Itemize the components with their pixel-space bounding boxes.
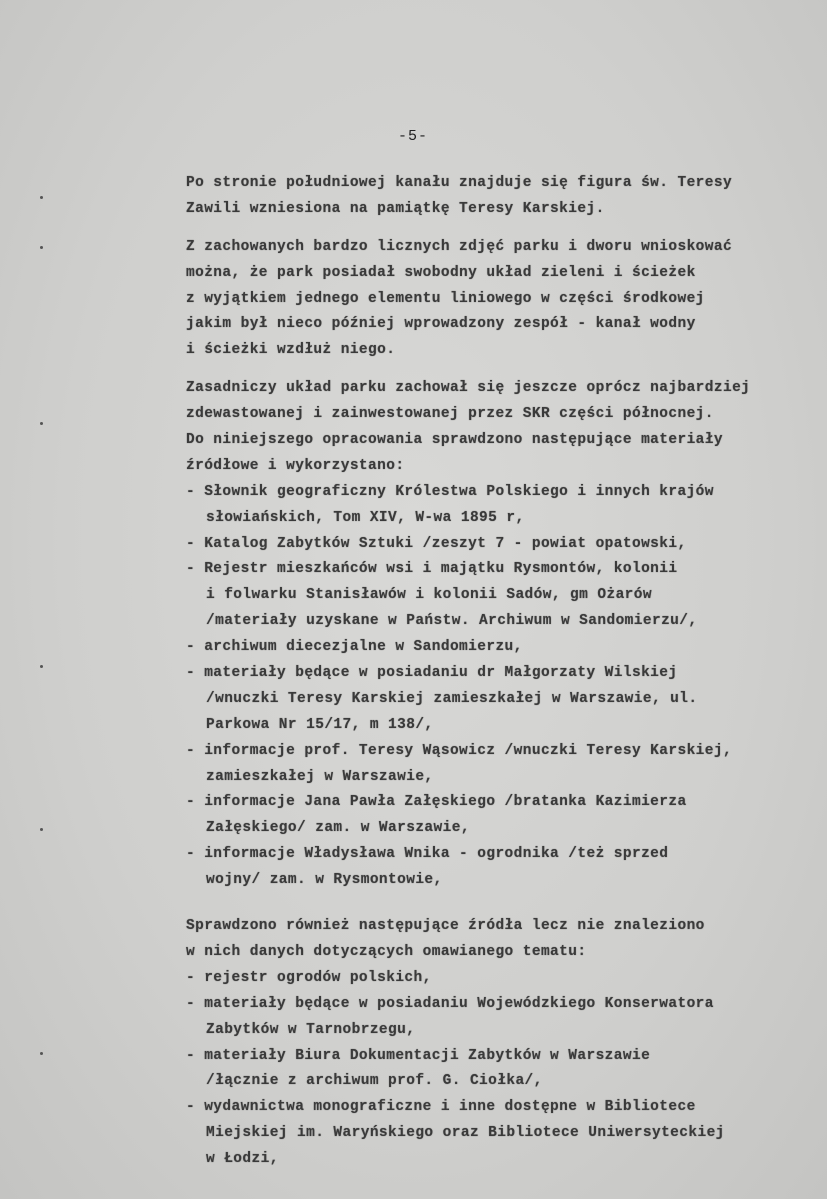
list-item bbox=[186, 1044, 816, 1096]
text-line: z wyjątkiem jednego elementu liniowego w części środkowej bbox=[186, 290, 705, 307]
text-line: - informacje prof. Teresy Wąsowicz /wnuczki Teresy Karskiej, bbox=[186, 742, 733, 759]
text-line: - wydawnictwa monograficzne i inne dostępne w Bibliotece bbox=[186, 1099, 696, 1116]
text-line: Zasadniczy układ parku zachował się jeszcze oprócz najbardziej bbox=[186, 380, 751, 397]
list-item bbox=[186, 790, 816, 842]
text-line: - informacje Władysława Wnika - ogrodnika /też sprzed bbox=[186, 846, 669, 863]
text-line: /łącznie z archiwum prof. G. Ciołka/, bbox=[206, 1073, 543, 1090]
text-line: jakim był nieco później wprowadzony zespół - kanał wodny bbox=[186, 316, 696, 333]
sources-checked-list bbox=[186, 966, 816, 1173]
text-line: /wnuczki Teresy Karskiej zamieszkałej w Warszawie, ul. bbox=[206, 690, 698, 707]
text-line: można, że park posiadał swobodny układ zieleni i ścieżek bbox=[186, 264, 696, 281]
text-line: - rejestr ogrodów polskich, bbox=[186, 969, 432, 986]
text-line: i ścieżki wzdłuż niego. bbox=[186, 342, 396, 359]
list-item bbox=[186, 966, 816, 992]
list-item bbox=[186, 480, 816, 532]
punch-mark bbox=[40, 1052, 43, 1055]
document-body bbox=[186, 171, 816, 1173]
text-line: - materiały będące w posiadaniu dr Małgorzaty Wilskiej bbox=[186, 665, 678, 682]
text-line: /materiały uzyskane w Państw. Archiwum w Sandomierzu/, bbox=[206, 613, 698, 630]
list-item bbox=[186, 842, 816, 894]
text-line: źródłowe i wykorzystano: bbox=[186, 457, 405, 474]
text-line: - materiały będące w posiadaniu Wojewódzkiego Konserwatora bbox=[186, 995, 714, 1012]
text-line: zamieszkałej w Warszawie, bbox=[206, 768, 434, 785]
text-line: wojny/ zam. w Rysmontowie, bbox=[206, 872, 443, 889]
text-line: - Słownik geograficzny Królestwa Polskiego i innych krajów bbox=[186, 483, 714, 500]
text-line: Z zachowanych bardzo licznych zdjęć parku i dworu wnioskować bbox=[186, 238, 733, 255]
paragraph-sources-intro bbox=[186, 376, 816, 480]
text-line: w nich danych dotyczących omawianego tematu: bbox=[186, 943, 587, 960]
list-item bbox=[186, 557, 816, 635]
list-item bbox=[186, 992, 816, 1044]
punch-mark bbox=[40, 422, 43, 425]
paragraph-sources-checked bbox=[186, 914, 816, 966]
punch-mark bbox=[40, 246, 43, 249]
list-item bbox=[186, 635, 816, 661]
text-line: zdewastowanej i zainwestowanej przez SKR części północnej. bbox=[186, 406, 714, 423]
punch-mark bbox=[40, 665, 43, 668]
text-line: - archiwum diecezjalne w Sandomierzu, bbox=[186, 639, 523, 656]
text-line: - Katalog Zabytków Sztuki /zeszyt 7 - powiat opatowski, bbox=[186, 535, 687, 552]
text-line: w Łodzi, bbox=[206, 1151, 279, 1168]
punch-mark bbox=[40, 196, 43, 199]
text-line: Miejskiej im. Waryńskiego oraz Bibliotece Uniwersyteckiej bbox=[206, 1125, 725, 1142]
list-item bbox=[186, 532, 816, 558]
text-line: i folwarku Stanisławów i kolonii Sadów, gm Ożarów bbox=[206, 587, 652, 604]
list-item bbox=[186, 661, 816, 739]
text-line: - informacje Jana Pawła Załęskiego /bratanka Kazimierza bbox=[186, 794, 687, 811]
text-line: Załęskiego/ zam. w Warszawie, bbox=[206, 820, 470, 837]
page-number: -5- bbox=[398, 128, 429, 145]
paragraph-figure bbox=[186, 171, 816, 223]
list-item bbox=[186, 739, 816, 791]
text-line: Parkowa Nr 15/17, m 138/, bbox=[206, 716, 434, 733]
text-line: Zawili wzniesiona na pamiątkę Teresy Karskiej. bbox=[186, 200, 605, 217]
text-line: Po stronie południowej kanału znajduje się figura św. Teresy bbox=[186, 175, 733, 191]
list-item bbox=[186, 1095, 816, 1173]
punch-mark bbox=[40, 828, 43, 831]
paragraph-park-layout bbox=[186, 235, 816, 364]
text-line: Do niniejszego opracowania sprawdzono następujące materiały bbox=[186, 432, 723, 449]
text-line: - Rejestr mieszkańców wsi i majątku Rysmontów, kolonii bbox=[186, 561, 678, 578]
sources-used-list bbox=[186, 480, 816, 894]
text-line: Zabytków w Tarnobrzegu, bbox=[206, 1021, 416, 1038]
text-line: Sprawdzono również następujące źródła lecz nie znaleziono bbox=[186, 918, 705, 935]
text-line: - materiały Biura Dokumentacji Zabytków w Warszawie bbox=[186, 1047, 651, 1064]
text-line: słowiańskich, Tom XIV, W-wa 1895 r, bbox=[206, 509, 525, 526]
